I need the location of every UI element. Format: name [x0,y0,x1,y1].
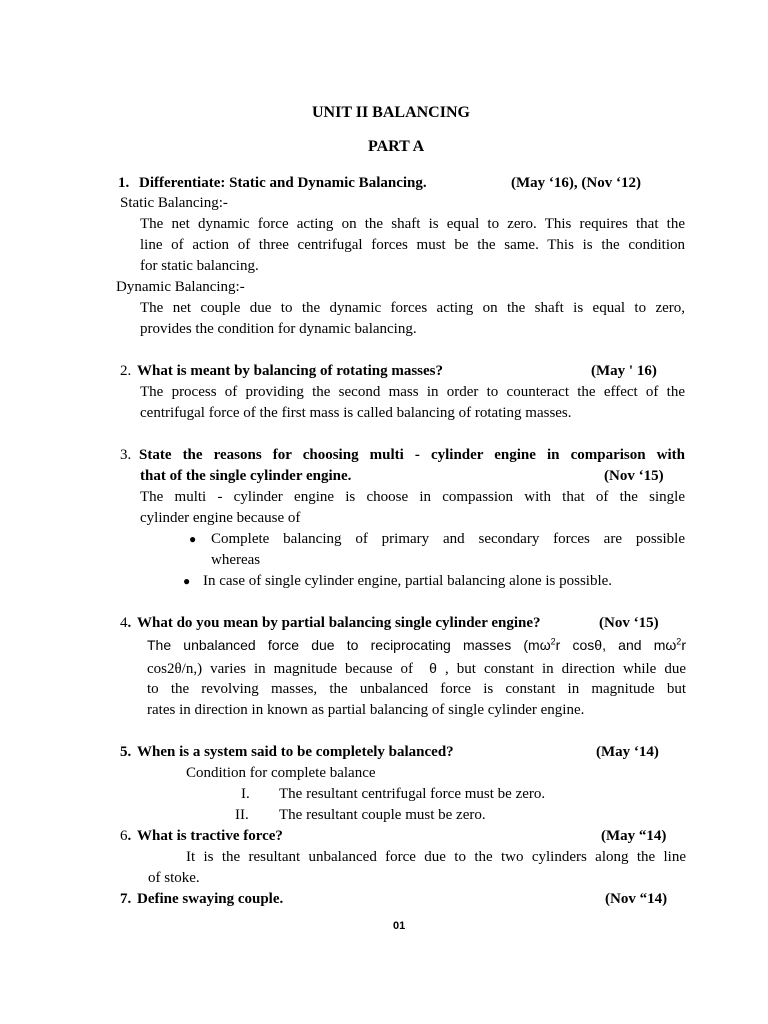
answer-fragment: r [681,637,686,653]
bullet-item: In case of single cylinder engine, partial balancing alone is possible. [203,573,613,589]
question-text: What is meant by balancing of rotating masses? [137,363,443,379]
condition-intro: Condition for complete balance [186,765,376,781]
answer-line: provides the condition for dynamic balancing. [140,321,417,337]
question-text: State the reasons for choosing multi - cylinder engine in comparison with [139,447,685,463]
answer-line: to the revolving masses, the unbalanced force is constant in magnitude but [147,681,686,697]
question-number: 6 [120,828,128,844]
answer-fragment: , but constant in direction while due [444,661,687,677]
answer-line: of stoke. [148,870,200,886]
answer-fragment: cos2θ/n,) varies in magnitude because of [147,661,414,677]
exam-reference: (May ‘16), (Nov ‘12) [511,175,641,191]
question-number: 4 [120,615,128,631]
question-text: What is tractive force? [137,828,283,844]
answer-line: for static balancing. [140,258,259,274]
list-numeral: I. [241,786,250,802]
answer-line: The process of providing the second mass in order to counteract the effect of the [140,384,685,400]
exam-reference: (Nov “14) [605,891,668,907]
exam-reference: (Nov ‘15) [599,615,659,631]
bullet-icon: ● [189,532,197,546]
question-number: 3. [120,447,132,463]
exam-reference: (May ‘14) [596,744,659,760]
question-number: 7. [120,891,132,907]
exam-reference: (May “14) [601,828,667,844]
static-balancing-label: Static Balancing:- [120,195,228,211]
bullet-item: Complete balancing of primary and secondary forces are possible [211,531,685,547]
theta-symbol: θ [429,660,437,676]
bullet-icon: ● [183,574,191,588]
unit-title: UNIT II BALANCING [312,104,470,121]
answer-line: cylinder engine because of [140,510,301,526]
question-number-suffix: . [127,828,132,844]
answer-fragment: r cosθ, and mω [555,637,677,653]
dynamic-balancing-label: Dynamic Balancing:- [116,279,245,295]
answer-fragment: The unbalanced force due to reciprocating masses (mω [147,637,551,653]
answer-line: It is the resultant unbalanced force due to the two cylinders along the line [186,849,686,865]
list-item: The resultant couple must be zero. [279,807,486,823]
superscript: 2 [550,636,556,647]
question-text: Differentiate: Static and Dynamic Balancing. [139,175,427,191]
answer-line: centrifugal force of the first mass is called balancing of rotating masses. [140,405,572,421]
list-item: The resultant centrifugal force must be zero. [279,786,546,802]
question-number-suffix: . [127,615,132,631]
answer-line: The net couple due to the dynamic forces acting on the shaft is equal to zero, [140,300,685,316]
question-text-continued: that of the single cylinder engine. [140,468,352,484]
question-number: 2. [120,363,132,379]
bullet-item-continued: whereas [211,552,261,568]
page-number: 01 [393,920,406,932]
question-text: Define swaying couple. [137,891,284,907]
list-numeral: II. [235,807,249,823]
exam-reference: (Nov ‘15) [604,468,664,484]
answer-line [147,658,686,679]
answer-line [147,635,686,655]
answer-line: rates in direction in known as partial balancing of single cylinder engine. [147,702,585,718]
superscript: 2 [676,636,682,647]
question-text: What do you mean by partial balancing single cylinder engine? [137,615,541,631]
part-title: PART A [368,138,425,155]
question-number: 5. [120,744,132,760]
question-text: When is a system said to be completely balanced? [137,744,454,760]
answer-line: The net dynamic force acting on the shaft is equal to zero. This requires that the [140,216,685,232]
question-number: 1. [118,175,130,191]
answer-line: line of action of three centrifugal forces must be the same. This is the condition [140,237,685,253]
exam-reference: (May ' 16) [591,363,657,379]
answer-line: The multi - cylinder engine is choose in compassion with that of the single [140,489,685,505]
